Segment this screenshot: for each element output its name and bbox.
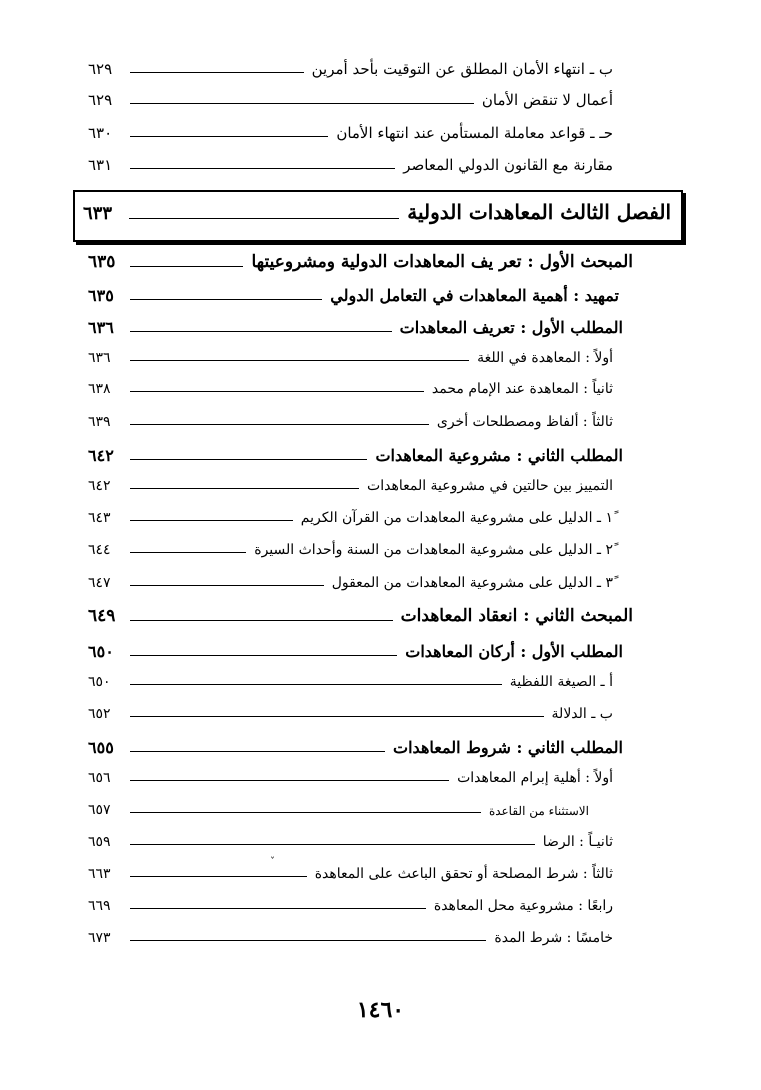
toc-entry-title: ٣ً ـ الدليل على مشروعية المعاهدات من المعقول (331, 575, 613, 591)
toc-entry-page: ٦٢٩ (88, 60, 113, 78)
dot-leader (130, 299, 322, 300)
toc-entry-title: التمييز بين حالتين في مشروعية المعاهدات (367, 478, 613, 494)
dot-leader (130, 488, 359, 489)
chapter-heading-box (73, 190, 683, 242)
toc-entry-title: أولاً : المعاهدة في اللغة (477, 350, 613, 366)
toc-entry-page: ٦٥٦ (88, 770, 111, 786)
toc-entry-title: أ ـ الصيغة اللفظية (509, 674, 613, 690)
dot-leader (130, 552, 246, 553)
toc-entry-page: ٦٣٥ (88, 252, 116, 272)
toc-entry (88, 414, 613, 430)
toc-entry-title: ١ً ـ الدليل على مشروعية المعاهدات من القرآن الكريم (300, 510, 613, 526)
dot-leader (130, 424, 429, 425)
toc-entry-page: ٦٢٩ (88, 91, 113, 109)
toc-entry-title: ثالثاً : ألفاظ ومصطلحات أخرى (436, 414, 613, 430)
toc-entry-title: المبحث الأول : تعر يف المعاهدات الدولية ومشروعيتها (251, 252, 633, 272)
toc-entry (88, 252, 633, 272)
toc-entry-page: ٦٤٢ (88, 446, 114, 465)
toc-entry (88, 606, 633, 626)
dot-leader (130, 459, 367, 460)
toc-entry-title: حـ ـ قواعد معاملة المستأمن عند انتهاء الأمان (336, 124, 613, 142)
toc-entry (88, 642, 623, 661)
toc-entry-page: ٦٥٠ (88, 642, 114, 661)
toc-entry-title: ثانيـاً : الرضا (542, 834, 613, 850)
dot-leader (130, 908, 426, 909)
dot-leader (130, 72, 304, 73)
toc-entry-title: تمهيد : أهمية المعاهدات في التعامل الدولي (330, 286, 619, 305)
toc-entry-page: ٦٣٥ (88, 286, 114, 305)
stray-mark: ˇ (270, 857, 275, 868)
dot-leader (129, 218, 399, 219)
toc-entry-page: ٦٣١ (88, 156, 113, 174)
dot-leader (130, 940, 486, 941)
toc-entry-title: المطلب الأول : أركان المعاهدات (405, 642, 623, 661)
toc-entry (88, 770, 613, 786)
toc-entry-title: رابعًا : مشروعية محل المعاهدة (433, 898, 613, 914)
dot-leader (130, 266, 243, 267)
toc-entry (88, 834, 613, 850)
toc-entry-page: ٦٦٣ (88, 866, 111, 882)
toc-entry-page: ٦٣٦ (88, 318, 114, 337)
toc-entry-title: أولاً : أهلية إبرام المعاهدات (457, 770, 613, 786)
toc-entry (88, 286, 619, 305)
dot-leader (130, 655, 397, 656)
dot-leader (130, 391, 424, 392)
toc-entry (88, 318, 623, 337)
toc-entry-title: أعمال لا تنقض الأمان (481, 91, 613, 109)
toc-entry-title: ثالثاً : شرط المصلحة أو تحقق الباعث على المعاهدة (314, 866, 613, 882)
toc-entry-page: ٦٥٩ (88, 834, 111, 850)
dot-leader (130, 520, 293, 521)
dot-leader (130, 684, 502, 685)
dot-leader (130, 844, 535, 845)
toc-entry (88, 674, 613, 690)
chapter-page: ٦٣٣ (83, 203, 113, 224)
toc-entry-page: ٦٣٩ (88, 414, 111, 430)
page-number: ١٤٦٠ (356, 997, 405, 1023)
toc-entry (88, 350, 613, 366)
toc-entry-title: ٢ً ـ الدليل على مشروعية المعاهدات من السنة وأحداث السيرة (254, 542, 613, 558)
toc-entry-page: ٦٣٠ (88, 124, 113, 142)
toc-entry-page: ٦٤٢ (88, 478, 111, 494)
dot-leader (130, 585, 324, 586)
dot-leader (130, 812, 481, 813)
toc-entry (88, 930, 613, 946)
toc-entry-title: المطلب الثاني : مشروعية المعاهدات (375, 446, 623, 465)
toc-entry-page: ٦٤٩ (88, 606, 116, 626)
dot-leader (130, 751, 385, 752)
toc-entry (88, 381, 613, 397)
toc-entry-title: الاستثناء من القاعدة (488, 804, 589, 818)
dot-leader (130, 780, 449, 781)
toc-entry-page: ٦٤٧ (88, 575, 111, 591)
toc-entry (88, 802, 589, 818)
toc-entry-title: المبحث الثاني : انعقاد المعاهدات (400, 606, 633, 626)
dot-leader (130, 331, 392, 332)
toc-entry-title: المطلب الثاني : شروط المعاهدات (393, 738, 623, 757)
dot-leader (130, 360, 469, 361)
toc-entry-page: ٦٤٣ (88, 510, 111, 526)
toc-entry (88, 156, 613, 174)
toc-entry (88, 738, 623, 757)
toc-entry-title: مقارنة مع القانون الدولي المعاصر (403, 156, 613, 174)
toc-entry (88, 124, 613, 142)
toc-entry (88, 706, 613, 722)
dot-leader (130, 876, 307, 877)
toc-entry (88, 575, 613, 591)
toc-entry-page: ٦٣٦ (88, 350, 111, 366)
toc-entry (88, 898, 613, 914)
chapter-heading (83, 200, 671, 224)
dot-leader (130, 168, 395, 169)
toc-entry-title: ب ـ انتهاء الأمان المطلق عن التوقيت بأحد أمرين (311, 60, 613, 78)
toc-entry-page: ٦٥٠ (88, 674, 111, 690)
dot-leader (130, 620, 393, 621)
toc-entry-title: ثانياً : المعاهدة عند الإمام محمد (431, 381, 613, 397)
toc-entry-page: ٦٣٨ (88, 381, 111, 397)
toc-entry-page: ٦٥٢ (88, 706, 111, 722)
toc-entry-title: خامسًا : شرط المدة (494, 930, 613, 946)
toc-entry (88, 60, 613, 78)
toc-entry-title: ب ـ الدلالة (551, 706, 613, 722)
toc-entry (88, 510, 613, 526)
toc-entry (88, 446, 623, 465)
toc-entry (88, 91, 613, 109)
toc-entry-page: ٦٥٥ (88, 738, 114, 757)
dot-leader (130, 103, 474, 104)
toc-entry (88, 542, 613, 558)
toc-entry-page: ٦٦٩ (88, 898, 111, 914)
dot-leader (130, 716, 544, 717)
toc-entry (88, 478, 613, 494)
chapter-title: الفصل الثالث المعاهدات الدولية (407, 200, 671, 224)
toc-entry-page: ٦٤٤ (88, 542, 111, 558)
dot-leader (130, 136, 328, 137)
toc-entry (88, 866, 613, 882)
toc-entry-title: المطلب الأول : تعريف المعاهدات (399, 318, 623, 337)
toc-entry-page: ٦٧٣ (88, 930, 111, 946)
toc-entry-page: ٦٥٧ (88, 802, 111, 818)
